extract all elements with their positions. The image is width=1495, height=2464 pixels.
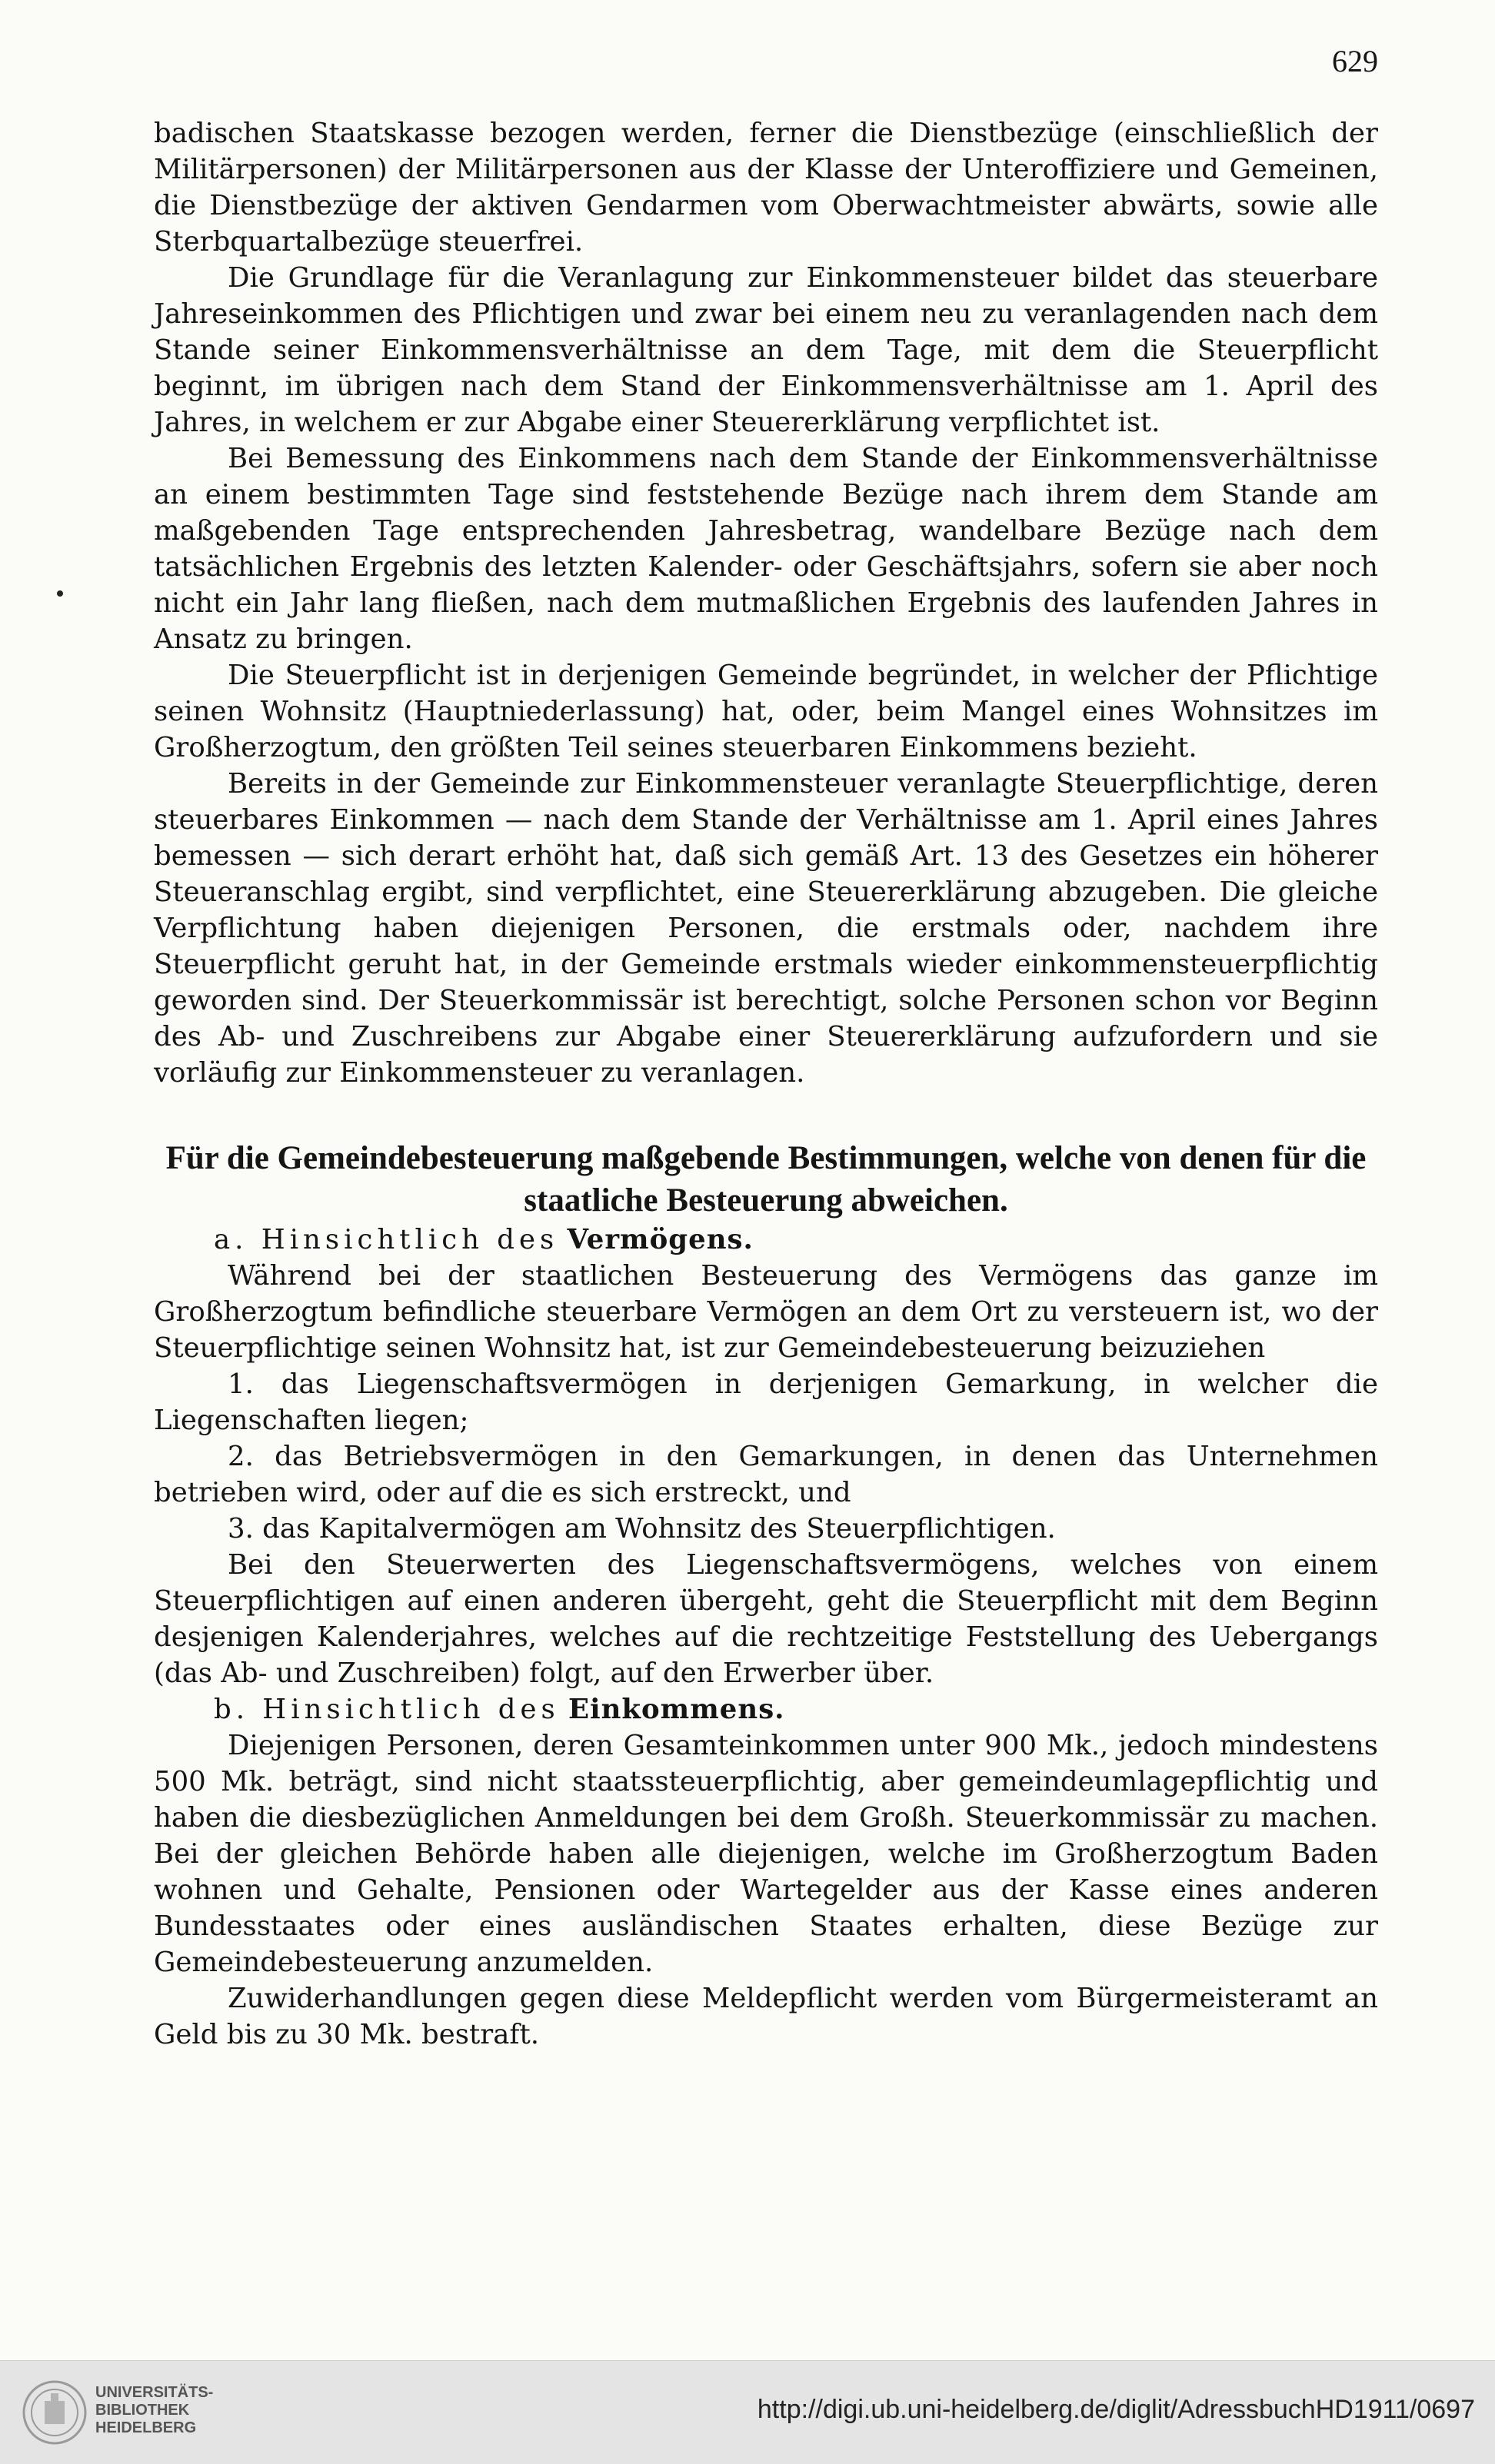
paragraph-wealth-intro: Während bei der staatlichen Besteuerung des Vermögens das ganze im Großherzogtum befindliche steuerbare Vermögen an dem Ort zu versteuern ist, wo der Steuerpflichtige seinen Wohnsitz hat, ist zur Gemeindebesteuerung beizuziehen (154, 1260, 1378, 1364)
subsection-b-title: Einkommens. (568, 1694, 785, 1725)
paragraph-continuation: badischen Staatskasse bezogen werden, ferner die Dienstbezüge (einschließlich der Militärpersonen) der Militärpersonen aus der Klasse der Unteroffiziere und Gemeinen, die Dienstbezüge der aktiven Gendarmen vom Oberwachtmeister abwärts, sowie alle Sterbquartalbezüge steuerfrei. (154, 118, 1378, 258)
paragraph-income: Diejenigen Personen, deren Gesamteinkommen unter 900 Mk., jedoch mindestens 500 Mk. beträgt, sind nicht staatssteuerpflichtig, aber gemeindeumlagepflichtig und haben die diesbezüglichen Anmeldungen bei dem Großh. Steuerkommissär zu machen. Bei der gleichen Behörde haben alle diejenigen, welche im Großherzogtum Baden wohnen und Gehalte, Pensionen oder Wartegelder aus der Kasse eines anderen Bundesstaates oder eines ausländischen Staates erhalten, diese Bezüge zur Gemeindebesteuerung anzumelden. (154, 1730, 1378, 1978)
library-name-line-1: UNIVERSITÄTS- (95, 2384, 214, 2401)
library-name-line-2: BIBLIOTHEK (95, 2402, 190, 2419)
list-item-2: 2. das Betriebsvermögen in den Gemarkungen, in denen das Unternehmen betrieben wird, oder auf die es sich erstreckt, und (154, 1441, 1378, 1508)
library-name (95, 2384, 213, 2437)
paragraph-tax-liability: Die Steuerpflicht ist in derjenigen Gemeinde begründet, in welcher der Pflichtige seinen Wohnsitz (Hauptniederlassung) hat, oder, beim Mangel eines Wohnsitzes im Großherzogtum, den größten Teil seines steuerbaren Einkommens bezieht. (154, 660, 1378, 763)
subsection-b-heading (154, 1691, 1378, 1727)
paragraph-measurement: Bei Bemessung des Einkommens nach dem Stande der Einkommensverhältnisse an einem bestimmten Tage sind feststehende Bezüge nach ihrem dem Stande am maßgebenden Tage entsprechenden Jahresbetrag, wandelbare Bezüge nach dem tatsächlichen Ergebnis des letzten Kalender- oder Geschäftsjahrs, sofern sie aber noch nicht ein Jahr lang fließen, nach dem mutmaßlichen Ergebnis des laufenden Jahres in Ansatz zu bringen. (154, 443, 1378, 655)
page-number: 629 (1332, 44, 1378, 78)
subsection-a-heading (154, 1222, 1378, 1258)
subsection-b-prefix: b. Hinsichtlich des (214, 1694, 560, 1725)
page-body (154, 115, 1378, 2053)
paragraph-declaration: Bereits in der Gemeinde zur Einkommensteuer veranlagte Steuerpflichtige, deren steuerbares Einkommen — nach dem Stande der Verhältnisse am 1. April eines Jahres bemessen — sich derart erhöht hat, daß sich gemäß Art. 13 des Gesetzes ein höherer Steueranschlag ergibt, sind verpflichtet, eine Steuererklärung abzugeben. Die gleiche Verpflichtung haben diejenigen Personen, die erstmals oder, nachdem ihre Steuerpflicht geruht hat, in der Gemeinde erstmals wieder einkommensteuerpflichtig geworden sind. Der Steuerkommissär ist berechtigt, solche Personen schon vor Beginn des Ab- und Zuschreibens zur Abgabe einer Steuererklärung aufzufordern und sie vorläufig zur Einkommensteuer zu veranlagen. (154, 768, 1378, 1089)
list-item-3: 3. das Kapitalvermögen am Wohnsitz des Steuerpflichtigen. (228, 1513, 1056, 1545)
permalink-url[interactable]: http://digi.ub.uni-heidelberg.de/diglit/AdressbuchHD1911/0697 (757, 2395, 1475, 2424)
ink-speck (57, 590, 63, 597)
subsection-a-title: Vermögens. (567, 1224, 754, 1255)
paragraph-transfer: Bei den Steuerwerten des Liegenschaftsvermögens, welches von einem Steuerpflichtigen auf einen anderen übergeht, geht die Steuerpflicht mit dem Beginn desjenigen Kalenderjahres, welches auf die rechtzeitige Feststellung des Uebergangs (das Ab- und Zuschreiben) folgt, auf den Erwerber über. (154, 1549, 1378, 1689)
subsection-a-prefix: a. Hinsichtlich des (214, 1224, 559, 1255)
library-seal-icon (22, 2379, 88, 2446)
paragraph-basis: Die Grundlage für die Veranlagung zur Einkommensteuer bildet das steuerbare Jahreseinkommen des Pflichtigen und zwar bei einem neu zu veranlagenden nach dem Stande seiner Einkommensverhältnisse an dem Tage, mit dem die Steuerpflicht beginnt, im übrigen nach dem Stand der Einkommensverhältnisse am 1. April des Jahres, in welchem er zur Abgabe einer Steuererklärung verpflichtet ist. (154, 262, 1378, 438)
viewer-footer (0, 2360, 1495, 2464)
paragraph-penalty: Zuwiderhandlungen gegen diese Meldepflicht werden vom Bürgermeisteramt an Geld bis zu 30 Mk. bestraft. (154, 1983, 1378, 2050)
list-item-1: 1. das Liegenschaftsvermögen in derjenigen Gemarkung, in welcher die Liegenschaften liegen; (154, 1368, 1378, 1436)
library-name-line-3: HEIDELBERG (95, 2419, 197, 2436)
section-heading: Für die Gemeindebesteuerung maßgebende Bestimmungen, welche von denen für die staatliche Besteuerung abweichen. (165, 1140, 1367, 1219)
